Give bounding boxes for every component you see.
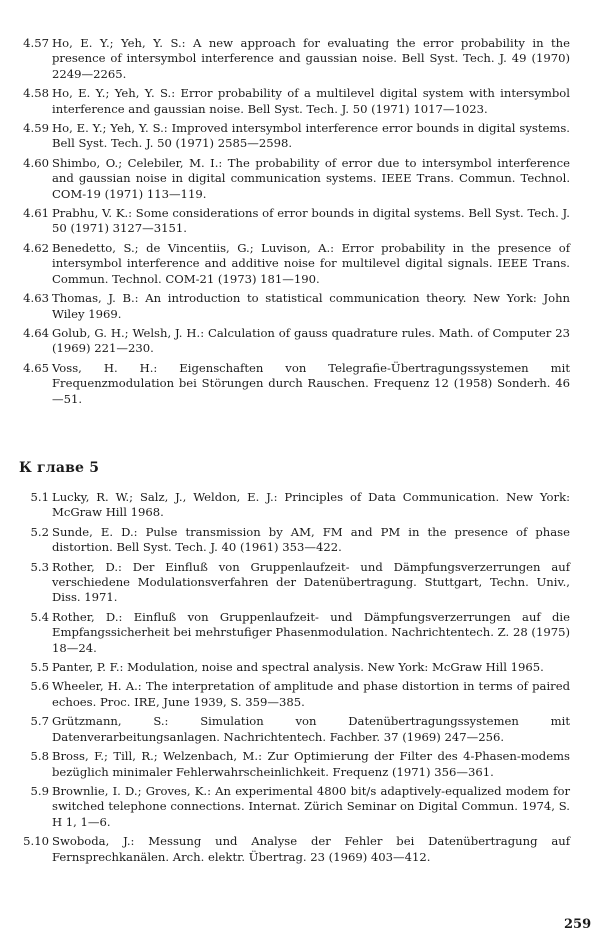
reference-5-7 xyxy=(30,714,570,745)
reference-4-57 xyxy=(23,36,570,82)
reference-4-65 xyxy=(23,360,570,407)
reference-text: Ho, E. Y.; Yeh, Y. S.: A new approach for evaluating the error probability in the presence of intersymbol interference and gaussian noise. Bell Syst. Tech. J. 49 (1970) 2249—2265. xyxy=(52,36,570,81)
reference-text: Swoboda, J.: Messung und Analyse der Fehler bei Datenübertragung auf Fernsprechkanälen. Arch. elektr. Übertrag. 23 (1969) 403—412. xyxy=(52,834,570,864)
reference-text: Shimbo, O.; Celebiler, M. I.: The probability of error due to intersymbol interference and gaussian noise in digital communication systems. IEEE Trans. Commun. Technol. COM-19 (1971) 113—119. xyxy=(52,155,570,201)
reference-4-63 xyxy=(23,291,570,322)
reference-text: Ho, E. Y.; Yeh, Y. S.: Improved intersymbol interference error bounds in digital systems. Bell Syst. Tech. J. 50 (1971) 2585—2598. xyxy=(52,121,570,151)
reference-text: Sunde, E. D.: Pulse transmission by AM, FM and PM in the presence of phase distortion. Bell Syst. Tech. J. 40 (1961) 353—422. xyxy=(52,524,570,555)
reference-number: 5.5 xyxy=(30,660,49,675)
reference-5-2 xyxy=(30,524,570,556)
reference-number: 4.60 xyxy=(23,155,49,170)
reference-number: 5.6 xyxy=(30,679,49,694)
reference-text: Grützmann, S.: Simulation von Datenübertragungssystemen mit Datenverarbeitungsanlagen. Nachrichtentech. Fachber. 37 (1969) 247—256. xyxy=(52,714,570,744)
reference-5-9 xyxy=(30,783,570,830)
page-number: 259 xyxy=(564,917,592,932)
reference-number: 4.63 xyxy=(23,291,49,306)
reference-number: 4.64 xyxy=(23,325,49,340)
reference-number: 5.4 xyxy=(30,609,49,624)
reference-number: 4.62 xyxy=(23,240,49,255)
reference-5-1 xyxy=(30,490,570,521)
reference-list-chapter-4 xyxy=(23,36,570,411)
reference-number: 5.3 xyxy=(30,559,49,574)
reference-5-4 xyxy=(30,609,570,656)
reference-text: Rother, D.: Der Einfluß von Gruppenlaufzeit- und Dämpfungsverzerrungen auf verschiedene Modulationsverfahren der Datenübertragung. Stuttgart, Techn. Univ., Diss. 1971. xyxy=(52,559,570,605)
reference-text: Thomas, J. B.: An introduction to statistical communication theory. New York: John Wiley 1969. xyxy=(52,291,570,321)
reference-number: 5.10 xyxy=(23,834,49,849)
reference-4-61 xyxy=(23,206,570,237)
reference-4-58 xyxy=(23,86,570,117)
reference-text: Benedetto, S.; de Vincentiis, G.; Luvison, A.: Error probability in the presence of intersymbol interference and additive noise for multilevel digital signals. IEEE Trans. Commun. Technol. COM-21 (1973) 181—190. xyxy=(52,240,570,286)
reference-5-6 xyxy=(30,679,570,710)
reference-4-60 xyxy=(23,155,570,202)
reference-4-64 xyxy=(23,325,570,357)
reference-text: Lucky, R. W.; Salz, J., Weldon, E. J.: Principles of Data Communication. New York: McGraw Hill 1968. xyxy=(52,490,570,520)
chapter-5-heading: К главе 5 xyxy=(19,460,100,476)
reference-text: Panter, P. F.: Modulation, noise and spectral analysis. New York: McGraw Hill 1965. xyxy=(52,660,544,675)
reference-4-62 xyxy=(23,240,570,287)
reference-4-59 xyxy=(23,121,570,152)
reference-number: 4.57 xyxy=(23,36,49,50)
reference-number: 5.9 xyxy=(30,783,49,798)
reference-number: 5.8 xyxy=(30,749,49,764)
reference-number: 5.2 xyxy=(30,524,49,539)
reference-number: 4.61 xyxy=(23,206,49,221)
reference-text: Prabhu, V. K.: Some considerations of error bounds in digital systems. Bell Syst. Tech. J. 50 (1971) 3127—3151. xyxy=(52,206,570,236)
reference-number: 5.1 xyxy=(30,490,49,504)
reference-5-10 xyxy=(23,834,570,865)
reference-text: Voss, H. H.: Eigenschaften von Telegrafie-Übertragungssystemen mit Frequenzmodulation bei Störungen durch Rauschen. Frequenz 12 (1958) Sonderh. 46—51. xyxy=(52,360,570,406)
reference-text: Brownlie, I. D.; Groves, K.: An experimental 4800 bit/s adaptively-equalized modem for switched telephone connections. Internat. Zürich Seminar on Digital Commun. 1974, S. H 1, 1—6. xyxy=(52,783,570,829)
reference-number: 4.65 xyxy=(23,360,49,375)
reference-text: Golub, G. H.; Welsh, J. H.: Calculation of gauss quadrature rules. Math. of Computer 23 (1969) 221—230. xyxy=(52,325,570,356)
reference-text: Rother, D.: Einfluß von Gruppenlaufzeit- und Dämpfungsverzerrungen auf die Empfangssicherheit bei mehrstufiger Phasenmodulation. Nachrichtentech. Z. 28 (1975) 18—24. xyxy=(52,609,570,655)
reference-number: 4.59 xyxy=(23,121,49,136)
reference-number: 4.58 xyxy=(23,86,49,101)
reference-text: Wheeler, H. A.: The interpretation of amplitude and phase distortion in terms of paired echoes. Proc. IRE, June 1939, S. 359—385. xyxy=(52,679,570,709)
reference-5-3 xyxy=(30,559,570,606)
reference-5-5 xyxy=(30,660,570,675)
reference-list-chapter-5 xyxy=(23,490,570,869)
reference-number: 5.7 xyxy=(30,714,49,729)
reference-5-8 xyxy=(30,749,570,780)
reference-text: Bross, F.; Till, R.; Welzenbach, M.: Zur Optimierung der Filter des 4-Phasen-modems bezüglich minimaler Fehlerwahrscheinlichkeit. Frequenz (1971) 356—361. xyxy=(52,749,570,779)
reference-text: Ho, E. Y.; Yeh, Y. S.: Error probability of a multilevel digital system with intersymbol interference and gaussian noise. Bell Syst. Tech. J. 50 (1971) 1017—1023. xyxy=(52,86,570,116)
